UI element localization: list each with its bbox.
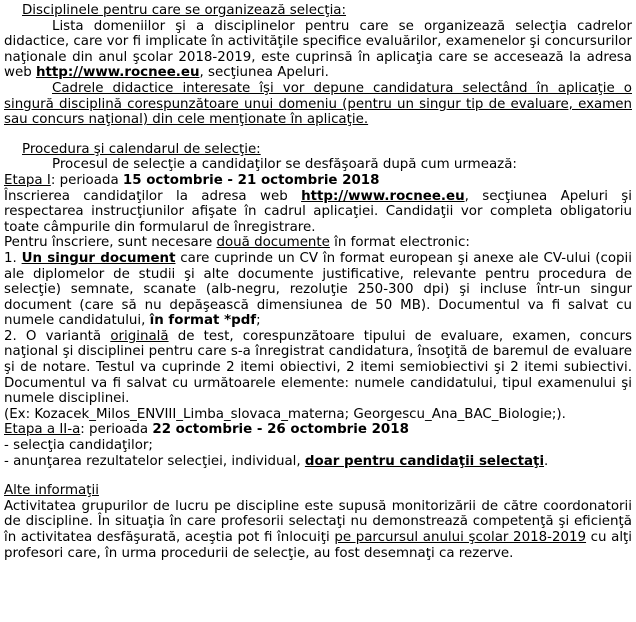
section3-paragraph: [4, 499, 632, 561]
registration-link[interactable]: http://www.rocnee.eu: [301, 188, 465, 204]
bullet2-bold-underlined: doar pentru candidaţii selectaţi: [304, 453, 545, 469]
stage1-label: Etapa I: [4, 172, 51, 188]
section1-heading-text: Disciplinele pentru care se organizează selecţia:: [22, 3, 347, 18]
document-item-2: [4, 329, 632, 407]
section1-p1-text: Lista domeniilor şi a disciplinelor pentru care se organizează selecţia cadrelor didactice, care vor fi implicate în activităţile specifice evaluărilor, examenelor şi concursurilor naţionale din anul şcolar 2018-2019, este cuprinsă în aplicaţia care se accesează la adresa web: [4, 18, 632, 81]
stage2-bullet-2: [4, 454, 632, 470]
section3-text-a: Activitatea grupurilor de lucru pe discipline este supusă monitorizării de către coordonatorii de discipline. În situaţia în care profesorii selectaţi nu demonstrează competenţă şi eficienţă în activitatea desfăşurată, aceştia pot fi înlocuiţi: [4, 498, 632, 545]
stage2-bullet-1: [4, 438, 632, 454]
item1-number: 1.: [4, 250, 22, 266]
section2-heading: [4, 142, 632, 158]
item2-text-a: 2. O variantă: [4, 328, 111, 344]
documents-text-1: Pentru înscriere, sunt necesare: [4, 235, 217, 251]
stage1-line: [4, 173, 632, 189]
bullet1-text: - selecţia candidaţilor;: [4, 438, 153, 454]
section2-intro-text: Procesul de selecţie a candidaţilor se desfăşoară după cum urmează:: [52, 157, 517, 173]
documents-text-2: în format electronic:: [329, 235, 470, 251]
registration-text-2: , secţiunea Apeluri şi respectarea instrucţiunilor afişate în cadrul aplicaţiei. Candidaţii vor completa obligatoriu toate câmpurile din formularul de înregistrare.: [4, 188, 632, 235]
example-text: (Ex: Kozacek_Milos_ENVIII_Limba_slovaca_materna; Georgescu_Ana_BAC_Biologie;).: [4, 406, 566, 422]
stage2-dates: 22 octombrie - 26 octombrie 2018: [152, 422, 409, 438]
section3-heading: [4, 483, 632, 499]
section1-paragraph1: [4, 19, 632, 81]
documents-line: [4, 235, 632, 251]
item1-text: care cuprinde un CV în format european şi anexe ale CV-ului (copii ale diplomelor de studii şi alte documente justificative, relevante pentru procedura de selecţie) semnate, scanate (alb-negru, rezoluţie 250-300 dpi) şi incluse într-un singur document (care să nu depăşească dimensiunea de 50 MB). Documentul va fi salvat cu numele candidatului,: [4, 250, 632, 329]
section3-heading-text: Alte informaţii: [4, 483, 99, 499]
section3-underlined: pe parcursul anului şcolar 2018-2019: [334, 530, 587, 545]
section1-paragraph2: [4, 81, 632, 128]
bullet2-end: .: [544, 453, 549, 469]
section2-intro: [4, 157, 632, 173]
registration-text-1: Înscrierea candidaţilor la adresa web: [4, 188, 302, 204]
stage1-text: : perioada: [50, 172, 123, 188]
section1-p1-end: , secţiunea Apeluri.: [199, 65, 329, 81]
item2-underlined: originală: [110, 328, 169, 344]
section2-heading-text: Procedura şi calendarul de selecţie:: [22, 141, 261, 157]
item2-text-b: de test, corespunzătoare tipului de evaluare, examen, concurs naţional şi disciplinei pentru care s-a înregistrat candidatura, însoţită de baremul de evaluare şi de notare. Testul va cuprinde 2 itemi obiectivi, 2 itemi semiobiectivi şi 2 itemi subiectivi. Documentul va fi salvat cu următoarele elemente: numele candidatului, tipul examenului şi numele disciplinei.: [4, 328, 632, 407]
stage2-line: [4, 422, 632, 438]
bullet2-text: - anunţarea rezultatelor selecţiei, individual,: [4, 453, 305, 469]
spacer: [4, 128, 632, 142]
stage2-label: Etapa a II-a: [4, 422, 81, 438]
item1-bold: în format *pdf: [149, 313, 257, 329]
item1-end: ;: [256, 313, 261, 329]
stage1-dates: 15 octombrie - 21 octombrie 2018: [122, 172, 380, 188]
item1-underlined: Un singur document: [21, 250, 176, 266]
section1-p2-text: Cadrele didactice interesate îşi vor depune candidatura selectând în aplicaţie o singură disciplină corespunzătoare unui domeniu (pentru un singur tip de evaluare, examen sau concurs naţional) din cele menţionate în aplicaţie.: [4, 80, 632, 128]
registration-paragraph: [4, 189, 632, 236]
spacer: [4, 469, 632, 483]
documents-underlined: două documente: [216, 235, 330, 251]
rocnee-link[interactable]: http://www.rocnee.eu: [35, 65, 200, 81]
section3-text-b: cu alţi profesori care, în urma procedurii de selecţie, au fost desemnaţi ca rezerve.: [4, 530, 633, 561]
document-item-1: [4, 251, 632, 329]
stage2-text: : perioada: [80, 422, 153, 438]
example-line: [4, 407, 632, 423]
section1-heading: [4, 3, 632, 19]
